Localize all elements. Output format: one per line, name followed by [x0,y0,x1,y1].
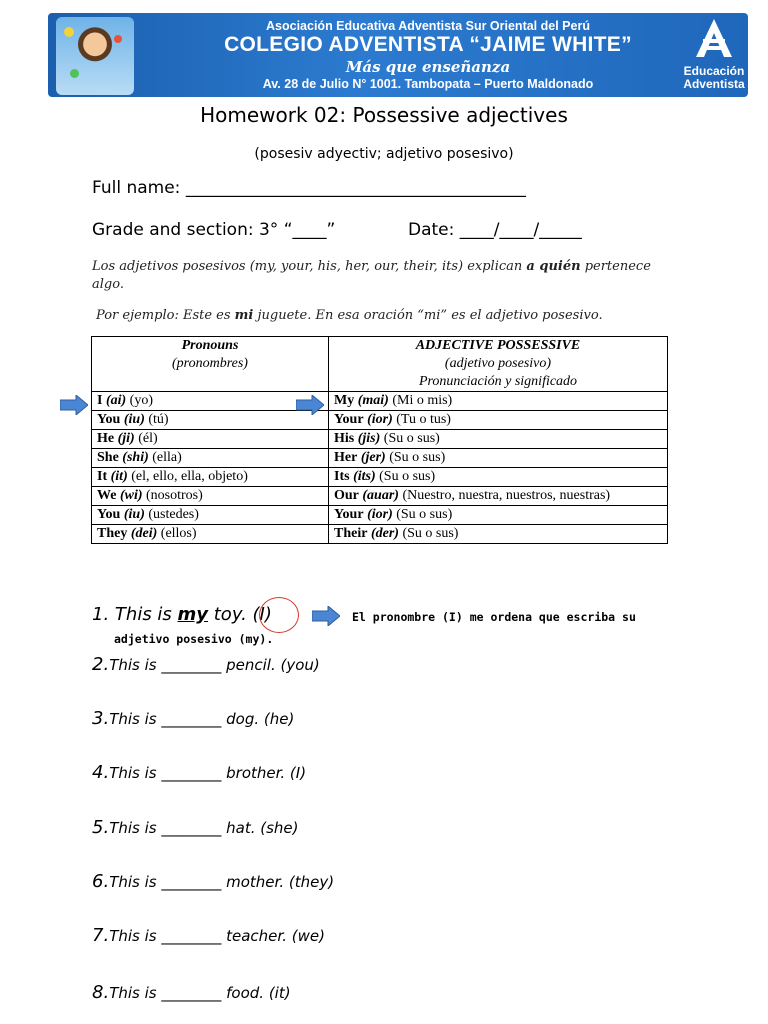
school-name: COLEGIO ADVENTISTA “JAIME WHITE” [224,33,632,56]
intro-paragraph: Los adjetivos posesivos (my, your, his, her, our, their, its) explican a quién pertenece algo. [92,259,651,292]
date-field: Date: ____/____/_____ [408,220,582,240]
pronoun-cell: You (iu) (ustedes) [92,506,329,525]
adjective-cell: Our (auar) (Nuestro, nuestra, nuestros, nuestras) [329,487,668,506]
pronoun-cell: We (wi) (nosotros) [92,487,329,506]
table-row [92,449,668,468]
logo-text: Educación Adventista [683,64,745,91]
table-row [92,525,668,544]
grade-field: Grade and section: 3° “____” [92,220,336,240]
adventist-logo-icon [696,19,732,57]
table-row [92,487,668,506]
pronouns-header: Pronouns (pronombres) [92,337,329,392]
pronoun-cell: They (dei) (ellos) [92,525,329,544]
school-address: Av. 28 de Julio N° 1001. Tambopata – Puerto Maldonado [262,77,594,91]
exercise-item: 5.This is ________ hat. (she) [92,817,299,838]
pronoun-table [91,336,668,544]
decor-ball [114,35,122,43]
table-row [92,468,668,487]
pronoun-cell: He (ji) (él) [92,430,329,449]
example-exercise: 1. This is my toy. (I) [92,604,272,625]
example-note: El pronombre (I) me ordena que escriba su [352,610,636,624]
example-paragraph: Por ejemplo: Este es mi juguete. En esa oración “mi” es el adjetivo posesivo. [96,308,603,323]
exercise-item: 6.This is ________ mother. (they) [92,871,335,892]
exercise-item: 7.This is ________ teacher. (we) [92,925,325,946]
table-row [92,411,668,430]
page-title: Homework 02: Possessive adjectives [200,103,568,127]
adjective-header: ADJECTIVE POSSESSIVE (adjetivo posesivo) Pronunciación y significado [329,337,668,392]
pronoun-cell: It (it) (el, ello, ella, objeto) [92,468,329,487]
student-photo [56,17,134,95]
arrow-right-icon [312,606,340,626]
table-row [92,430,668,449]
school-banner [48,13,748,97]
example-note-continued: adjetivo posesivo (my). [114,632,274,646]
association-name: Asociación Educativa Adventista Sur Oriental del Perú [266,19,590,33]
page-subtitle: (posesiv adyectiv; adjetivo posesivo) [254,146,514,162]
table-header-row [92,337,668,392]
adjective-cell: Their (der) (Su o sus) [329,525,668,544]
adjective-cell: Her (jer) (Su o sus) [329,449,668,468]
decor-ball [64,27,74,37]
arrow-right-icon [296,395,324,415]
arrow-right-icon [60,395,88,415]
pronoun-cell: She (shi) (ella) [92,449,329,468]
pronoun-cell: I (ai) (yo) [92,392,329,411]
table-row [92,506,668,525]
adjective-cell: His (jis) (Su o sus) [329,430,668,449]
exercise-item: 8.This is ________ food. (it) [92,982,291,1003]
highlight-circle [259,597,299,633]
pronoun-cell: You (iu) (tú) [92,411,329,430]
exercise-item: 4.This is ________ brother. (I) [92,762,307,783]
exercise-item: 3.This is ________ dog. (he) [92,708,295,729]
table-row [92,392,668,411]
adjective-cell: Your (ior) (Tu o tus) [329,411,668,430]
full-name-field: Full name: ________________________________________ [92,178,526,198]
exercise-item: 2.This is ________ pencil. (you) [92,654,320,675]
decor-ball [70,69,79,78]
adjective-cell: My (mai) (Mi o mis) [329,392,668,411]
school-motto: Más que enseñanza [345,58,511,76]
adjective-cell: Its (its) (Su o sus) [329,468,668,487]
adjective-cell: Your (ior) (Su o sus) [329,506,668,525]
